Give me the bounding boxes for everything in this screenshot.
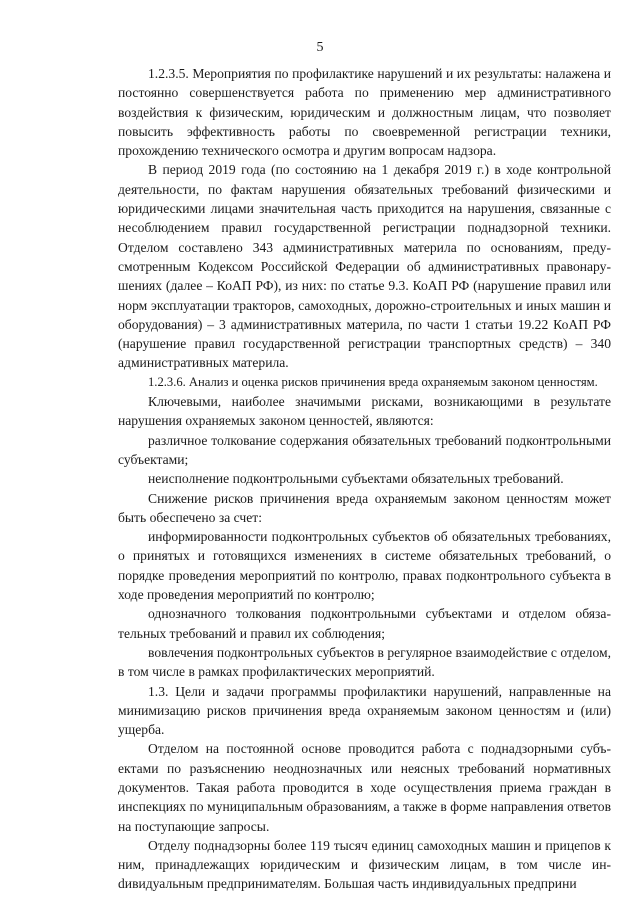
document-body xyxy=(118,64,611,894)
paragraph-risk-reduction: Снижение рисков причинения вреда охраняемым законом ценностям может быть обеспечено за счет: xyxy=(118,490,611,525)
paragraph-risk-analysis-heading: 1.2.3.6. Анализ и оценка рисков причинения вреда охраняемым законом ценностям. xyxy=(148,374,598,389)
page-number: 5 xyxy=(316,40,324,55)
paragraph-engagement: вовлечения подконтрольных субъектов в регулярное взаимодействие с отделом, в том числе в рамках профилактических мероприятий. xyxy=(118,644,611,680)
paragraph-informing-subjects: информированности подконтрольных субъектов об обязательных требованиях, о принятых и готовящихся изменениях в системе обязательных требований, о порядке проведения мероприятий по контролю, правах подконтрольного субъекта в ходе проведения мероприятий по контролю; xyxy=(118,529,611,603)
paragraph-program-goals: 1.3. Цели и задачи программы профилактики нарушений, направленные на минимизацию рисков причинения вреда охраняемым законом ценностям и (или) ущерба. xyxy=(118,683,611,738)
paragraph-risk-non-compliance: неисполнение подконтрольными субъектами обязательных требований. xyxy=(148,471,564,487)
paragraph-key-risks: Ключевыми, наиболее значимыми рисками, возникающими в результате нарушения охраняемых законом ценностей, являются: xyxy=(118,394,611,429)
paragraph-preventive-measures: 1.2.3.5. Мероприятия по профилактике нарушений и их результаты: налажена и постоянно совершенствуется работа по применению мер административного воздействия к физическим, юридическим и должностным лицам, что позволяет повысить эффективность работы по своевременной регистрации техники, прохождению технического осмотра и другим вопросам надзора. xyxy=(118,66,611,159)
paragraph-control-activity-2019: В период 2019 года (по состоянию на 1 декабря 2019 г.) в ходе контрольной деятельности, по фактам нарушения обязательных требований физическими и юридическими лицами значительная часть приходится на нарушения, связанные с несоблюдением правил государственной регистрации поднадзорной техники. Отделом составлено 343 административных материла по основаниям, предусмотренным Кодексом Российской Федерации об административных правонарушениях (далее – КоАП РФ), из них: по статье 9.3. КоАП РФ (нарушение правил или норм эксплуатации тракторов, самоходных, дорожно-строительных и иных машин и оборудования) – 3 административных материла, по части 1 статьи 19.22 КоАП РФ (нарушение правил государственной регистрации транспортных средств) – 340 административных материла. xyxy=(118,162,611,371)
paragraph-supervised-machines: Отделу поднадзорны более 119 тысяч единиц самоходных машин и прицепов к ним, принадлежащих юридическим и физическим лицам, в том числе инdивидуальным предпринимателям. Большая часть индивидуальных предприни xyxy=(118,837,611,892)
paragraph-clarification-work: Отделом на постоянной основе проводится работа с поднадзорными субъектами по разъяснению неоднозначных или неясных требований нормативных документов. Такая работа проводится в ходе осуществления приема граждан в инспекциях по муниципальным образованиям, а также в форме направления ответов на поступающие запросы. xyxy=(118,741,611,834)
paragraph-unambiguous-interpretation: однозначного толкования подконтрольными субъектами и отделом обязательных требований и правил их соблюдения; xyxy=(118,606,611,641)
paragraph-risk-interpretation: различное толкование содержания обязательных требований подконтрольными субъектами; xyxy=(118,432,611,467)
